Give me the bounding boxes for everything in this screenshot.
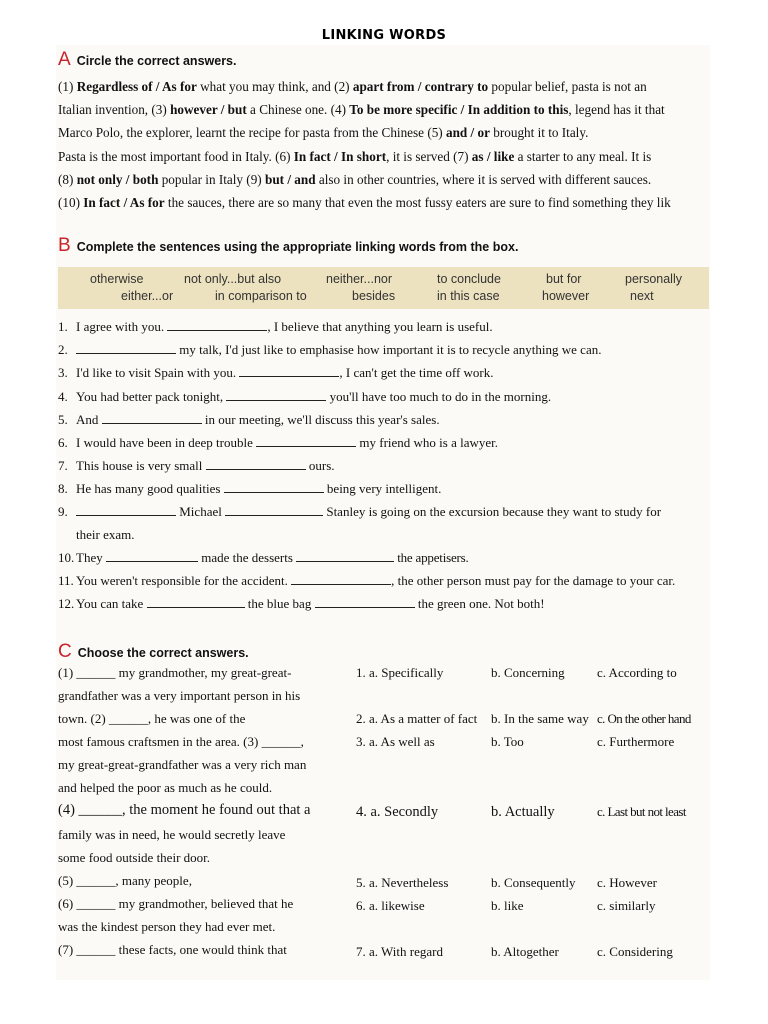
sentence-text: He has many good qualities — [76, 481, 224, 496]
passage-line: (6) ______ my grandmother, believed that he — [58, 896, 294, 911]
sentence-item — [58, 550, 469, 566]
word-box-item: not only...but also — [184, 272, 282, 286]
sentence-text: And — [76, 412, 102, 427]
passage-text: Marco Polo, the explorer, learnt the recipe for pasta from the Chinese (5) — [58, 125, 446, 141]
sentence-text: , I can't get the time off work. — [339, 365, 494, 380]
sentence-number: 3. — [58, 365, 68, 380]
section-a-passage — [58, 75, 708, 214]
page-title: LINKING WORDS — [321, 28, 447, 43]
option-c: c. similarly — [597, 898, 656, 913]
sentence-item — [58, 365, 494, 381]
sentence-number: 1. — [58, 319, 68, 334]
option-a: 7. a. With regard — [356, 944, 443, 959]
answer-choice[interactable]: however / but — [170, 102, 247, 118]
passage-text: a Chinese one. (4) — [246, 102, 350, 118]
sentence-text: you'll have too much to do in the morning. — [326, 389, 552, 404]
sentence-text: being very intelligent. — [323, 481, 442, 496]
sentence-text: I agree with you. — [76, 319, 168, 334]
passage-text: (8) — [58, 171, 77, 187]
word-box-item: however — [542, 289, 590, 303]
sentence-item — [58, 389, 551, 405]
worksheet — [56, 45, 710, 980]
passage-line: some food outside their door. — [58, 850, 211, 865]
sentence-text: the appetisers. — [394, 550, 469, 565]
sentence-item — [58, 481, 441, 497]
passage-line — [58, 75, 708, 98]
option-b: b. Altogether — [491, 944, 559, 959]
sentence-text: You can take — [76, 596, 147, 611]
answer-choice[interactable]: In fact / In short — [293, 148, 387, 164]
section-a-header — [58, 49, 236, 71]
passage-line: was the kindest person they had ever met. — [58, 919, 276, 934]
passage-text: popular in Italy (9) — [158, 171, 265, 187]
word-box-item: either...or — [121, 289, 174, 303]
answer-blank[interactable] — [76, 342, 176, 354]
answer-blank[interactable] — [296, 550, 394, 562]
answer-blank[interactable] — [239, 365, 339, 377]
sentence-text: Stanley is going on the excursion because they want to study for — [323, 504, 662, 519]
sentence-number: 5. — [58, 412, 68, 427]
passage-line — [58, 145, 708, 168]
sentence-text: in our meeting, we'll discuss this year's sales. — [201, 412, 440, 427]
sentence-text: their exam. — [76, 527, 135, 542]
answer-blank[interactable] — [225, 504, 323, 516]
answer-blank[interactable] — [206, 458, 306, 470]
sentence-item — [58, 412, 440, 428]
sentence-text: my friend who is a lawyer. — [356, 435, 499, 450]
passage-text: , it is served (7) — [386, 148, 472, 164]
answer-choice[interactable]: Regardless of / As for — [76, 79, 197, 94]
option-a: 1. a. Specifically — [356, 665, 444, 680]
option-a: 5. a. Nevertheless — [356, 875, 449, 890]
answer-choice[interactable]: apart from / contrary to — [352, 79, 489, 94]
word-box — [58, 267, 709, 309]
answer-choice[interactable]: In fact / As for — [83, 195, 165, 211]
passage-line — [58, 191, 708, 214]
passage-text: what you may think, and (2) — [196, 79, 353, 94]
sentence-item — [58, 527, 134, 543]
answer-blank[interactable] — [167, 319, 267, 331]
passage-line: my great-great-grandfather was a very rich man — [58, 757, 307, 772]
passage-line: grandfather was a very important person in his — [58, 688, 301, 703]
sentence-text: my talk, I'd just like to emphasise how important it is to recycle anything we can. — [176, 342, 602, 357]
word-box-item: otherwise — [90, 272, 144, 286]
passage-line: (4) ______, the moment he found out that a — [58, 802, 311, 818]
sentence-number: 8. — [58, 481, 68, 496]
passage-line: (1) ______ my grandmother, my great-great- — [58, 665, 292, 680]
option-b: b. Consequently — [491, 875, 576, 890]
passage-text: popular belief, pasta is not an — [488, 79, 647, 94]
answer-choice[interactable]: but / and — [264, 171, 316, 187]
passage-text: the sauces, there are so many that even the most fussy eaters are sure to find something they lik — [164, 195, 671, 211]
sentence-number: 10. — [58, 550, 75, 565]
passage-line — [58, 121, 708, 144]
word-box-item: personally — [625, 272, 682, 286]
sentence-number: 9. — [58, 504, 68, 519]
passage-text: (10) — [58, 195, 84, 211]
passage-line: (5) ______, many people, — [58, 873, 192, 888]
section-a-letter: A — [58, 49, 71, 70]
sentence-text: You weren't responsible for the accident. — [76, 573, 292, 588]
answer-choice[interactable]: as / like — [471, 148, 515, 164]
sentence-number: 7. — [58, 458, 68, 473]
answer-blank[interactable] — [147, 596, 245, 608]
section-b-letter: B — [58, 235, 71, 256]
sentence-item — [58, 342, 601, 358]
passage-text: (1) — [58, 79, 77, 94]
passage-line — [58, 98, 708, 121]
answer-blank[interactable] — [224, 481, 324, 493]
section-c-letter: C — [58, 641, 72, 662]
sentence-text: I would have been in deep trouble — [76, 435, 257, 450]
option-b: b. like — [491, 898, 524, 913]
option-a: 3. a. As well as — [356, 734, 435, 749]
answer-choice[interactable]: not only / both — [76, 171, 159, 187]
sentence-item — [58, 458, 335, 474]
section-a-instruction: Circle the correct answers. — [76, 54, 237, 68]
sentence-number: 4. — [58, 389, 68, 404]
sentence-number: 2. — [58, 342, 68, 357]
answer-blank[interactable] — [291, 573, 391, 585]
option-c: c. Furthermore — [597, 734, 675, 749]
passage-line: town. (2) ______, he was one of the — [58, 711, 246, 726]
sentence-text: You had better pack tonight, — [76, 389, 227, 404]
passage-line: family was in need, he would secretly leave — [58, 827, 286, 842]
sentence-number: 12. — [58, 596, 75, 611]
word-box-item: besides — [352, 289, 396, 303]
sentence-text: , the other person must pay for the damage to your car. — [391, 573, 676, 588]
answer-choice[interactable]: and / or — [446, 125, 490, 141]
sentence-text: the blue bag — [244, 596, 315, 611]
sentence-item — [58, 504, 661, 520]
option-a: 6. a. likewise — [356, 898, 425, 913]
sentence-text: They — [76, 550, 106, 565]
option-c: c. However — [597, 875, 657, 890]
word-box-item: next — [630, 289, 654, 303]
sentence-text: made the desserts — [197, 550, 297, 565]
passage-text: brought it to Italy. — [489, 125, 589, 141]
section-b-instruction: Complete the sentences using the appropriate linking words from the box. — [76, 240, 519, 254]
passage-text: also in other countries, where it is served with different sauces. — [315, 171, 652, 187]
word-box-item: in comparison to — [215, 289, 307, 303]
sentence-item — [58, 435, 498, 451]
sentence-item — [58, 573, 675, 589]
option-b: b. Concerning — [491, 665, 565, 680]
sentence-text: ours. — [305, 458, 335, 473]
passage-line: (7) ______ these facts, one would think that — [58, 942, 287, 957]
option-b: b. In the same way — [491, 711, 589, 726]
section-b-header — [58, 235, 518, 257]
passage-line: most famous craftsmen in the area. (3) ______, — [58, 734, 304, 749]
passage-line: and helped the poor as much as he could. — [58, 780, 273, 795]
sentence-item — [58, 596, 545, 612]
option-c: c. Last but not least — [597, 804, 686, 819]
option-c: c. According to — [597, 665, 677, 680]
word-box-item: to conclude — [437, 272, 501, 286]
option-a: 4. a. Secondly — [356, 804, 439, 820]
section-c-instruction: Choose the correct answers. — [77, 646, 249, 660]
answer-blank[interactable] — [106, 550, 198, 562]
answer-blank[interactable] — [256, 435, 356, 447]
section-c-header — [58, 641, 249, 663]
passage-text: Pasta is the most important food in Italy. (6) — [58, 148, 294, 164]
answer-blank[interactable] — [226, 389, 326, 401]
sentence-text: , I believe that anything you learn is useful. — [267, 319, 493, 334]
option-b: b. Actually — [491, 804, 555, 820]
answer-choice[interactable]: To be more specific / In addition to this — [349, 102, 569, 118]
word-box-item: in this case — [437, 289, 500, 303]
passage-text: Italian invention, (3) — [58, 102, 171, 118]
sentence-item — [58, 319, 493, 335]
passage-text: , legend has it that — [568, 102, 665, 118]
option-a: 2. a. As a matter of fact — [356, 711, 478, 726]
sentence-text: I'd like to visit Spain with you. — [76, 365, 240, 380]
word-box-item: but for — [546, 272, 582, 286]
option-b: b. Too — [491, 734, 524, 749]
passage-line — [58, 168, 708, 191]
sentence-text: the green one. Not both! — [414, 596, 545, 611]
option-c: c. On the other hand — [597, 711, 691, 726]
word-box-item: neither...nor — [326, 272, 393, 286]
passage-text: a starter to any meal. It is — [514, 148, 652, 164]
option-c: c. Considering — [597, 944, 673, 959]
sentence-text: Michael — [176, 504, 226, 519]
sentence-number: 6. — [58, 435, 68, 450]
sentence-number: 11. — [58, 573, 74, 588]
answer-blank[interactable] — [315, 596, 415, 608]
answer-blank[interactable] — [102, 412, 202, 424]
sentence-text: This house is very small — [76, 458, 206, 473]
answer-blank[interactable] — [76, 504, 176, 516]
